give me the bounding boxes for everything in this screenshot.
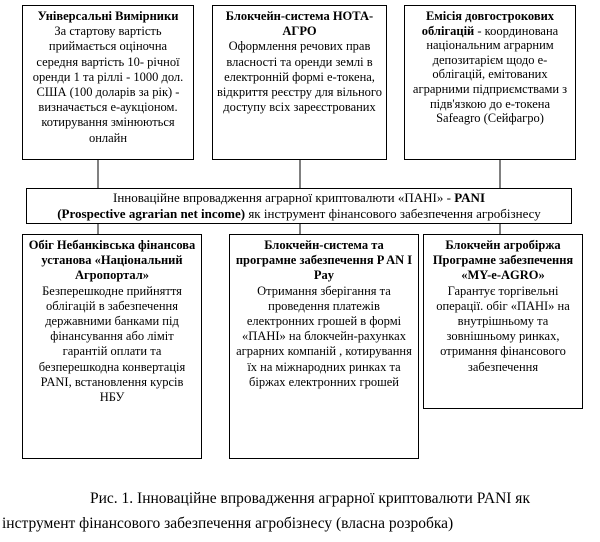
box-body: Безперешкодне прийняття облігацій в забезпечення державними банками під фінансування або ліміт гарантій оплати та безперешкодна конвертація PANI, встановлення курсів НБУ <box>38 283 186 405</box>
box-body: Гарантує торгівельні операції. обіг «ПАНІ» на внутрішньому та зовнішньому ринках, отримання фінансового забезпечення <box>436 283 570 374</box>
center-line1-bold: PANI <box>454 190 485 205</box>
figure-caption-line1: Рис. 1. Інноваційне впровадження аграрної криптовалюти PANI як <box>90 490 530 507</box>
box-title: Блокчейн-система та програмне забезпечення P AN I Pay <box>235 238 413 283</box>
center-line2-bold: (Prospective agrarian net income) <box>57 206 246 221</box>
box-body: - координована національним аграрним депозитарієм щодо е-облігацій, емітованих аграрними підприємствами з підв'язкою до е-токена Safeagro (Сейфагро) <box>412 23 568 126</box>
box-pani-pay <box>229 234 419 459</box>
box-title: Блокчейн-система НОТА-АГРО <box>225 9 374 39</box>
box-body: За стартову вартість приймається оціночна середня вартість 10- річної оренди 1 та ріллі - 1000 дол. США (100 доларів за рік) - визначається е-аукціоном. котирування змінюються онлайн <box>32 24 184 145</box>
box-body: Оформлення речових прав власності та оренди землі в електронній формі е-токена, відкриття реєстру для вільного доступу всіх зареєстрованих <box>217 39 382 115</box>
box-body: Отримання зберігання та проведення платежів електронних грошей в формі «ПАНІ» на блокчейн-рахунках аграрних компаній , котирування їх на міжнародних ринках та біржах електронних грошей <box>236 283 412 389</box>
center-line1: Інноваційне впровадження аграрної криптовалюти «ПАНІ» - <box>113 190 455 205</box>
box-long-term-bonds <box>404 5 576 160</box>
box-blockchain-nota-agro <box>212 5 387 160</box>
central-concept-bar <box>26 188 572 224</box>
box-title: Універсальні Вимірники <box>37 9 179 23</box>
figure-caption-line2: інструмент фінансового забезпечення агробізнесу (власна розробка) <box>2 515 454 532</box>
box-national-agroportal <box>22 234 202 459</box>
box-universal-measures <box>22 5 194 160</box>
center-line2: як інструмент фінансового забезпечення агробізнесу <box>245 206 541 221</box>
box-title: Блокчейн агробіржа Програмне забезпечення «MY-e-AGRO» <box>432 238 574 283</box>
box-title: Емісія довгострокових облігацій <box>421 9 555 38</box>
box-title: Обіг Небанківська фінансова установа «Національний Агропортал» <box>28 238 196 283</box>
box-my-e-agro <box>423 234 583 409</box>
